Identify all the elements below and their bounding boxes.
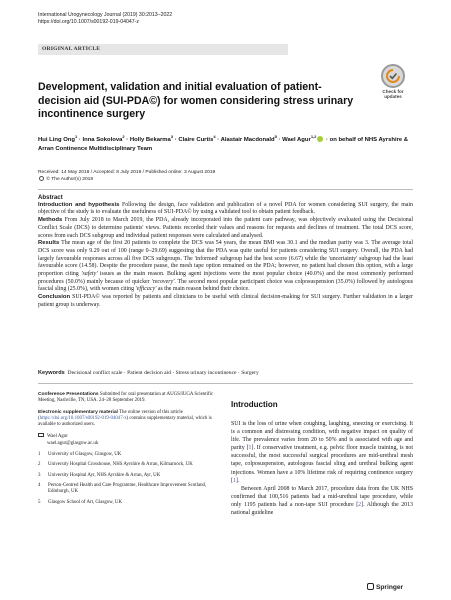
author-affiliation: 1 [74, 134, 78, 139]
orcid-icon[interactable] [317, 136, 323, 142]
emphasis: 'recovery' [151, 278, 175, 285]
emphasis: 'efficacy' [135, 286, 157, 293]
section-text: Following the design, face validation and publication of a novel PDA for women considering SUI surgery, the main objective of the study is to evaluate the usefulness of SUI-PDA© by using a validated tool to obtain patient feedback. [38, 201, 413, 216]
affiliation-item [38, 473, 218, 479]
abstract-methods [38, 217, 413, 240]
section-text: SUI-PDA© was reported by patients and clinicians to be useful with clinical decision-making for SUI surgery. Further validation in a larger patient group is underway. [38, 294, 413, 308]
paragraph-text: ]. Although the 2013 national guideline [231, 501, 413, 517]
corresponding-author [38, 433, 218, 447]
author-affiliation: 3 [170, 134, 174, 139]
article-type-label: ORIGINAL ARTICLE [38, 44, 288, 55]
keywords-label: Keywords [38, 370, 65, 376]
affiliation-number: 4 [38, 482, 41, 488]
footnotes-column [38, 392, 218, 510]
check-for-updates-badge[interactable] [376, 64, 410, 98]
affiliation-item [38, 462, 218, 468]
author-name[interactable]: Inna Sokolova [82, 136, 123, 143]
emphasis: 'safety' [81, 271, 98, 278]
paragraph [231, 420, 413, 485]
esm-link[interactable]: https://doi.org/10.1007/s00192-019-04047-z [39, 415, 127, 421]
author-name[interactable]: Holly Bekarma [129, 136, 171, 143]
journal-citation: International Urogynecology Journal (2019) 30:2013–2022 [38, 12, 173, 18]
check-for-updates-icon [381, 64, 405, 88]
citation-link[interactable]: 1 [248, 445, 252, 452]
keywords-text: Decisional conflict scale · Patient decision aid · Stress urinary incontinence · Surgery [67, 370, 259, 376]
publisher-logo [367, 583, 403, 591]
affiliation-text: University of Glasgow, Glasgow, UK [48, 452, 122, 458]
citation-link[interactable]: 1 [232, 477, 236, 484]
conference-note [38, 392, 218, 405]
section-label: Introduction and hypothesis [38, 201, 120, 208]
open-access-icon [39, 176, 44, 181]
publication-dates [38, 169, 215, 183]
copyright-line [38, 176, 215, 183]
abstract [38, 194, 413, 310]
corresponding-name: Wael Agur [47, 434, 68, 440]
section-text: issues as the main reason. Bulking agent injections were the most popular choice (40.0%) and the most commonly performed procedures (50.0%) mainly because of quicker [38, 271, 414, 285]
affiliation-text: University Hospital Crosshouse, NHS Ayrshire & Arran, Kilmarnock, UK [48, 462, 193, 468]
author-affiliation: 4 [213, 134, 216, 139]
section-text: . The second most popular participant choice was colposuspension (35.0%) followed by autologous fascial sling (25.0%), with women citing [38, 278, 413, 293]
affiliation-number: 5 [38, 499, 41, 505]
paragraph-text: ]. If conservative treatment, e.g. pelvic floor muscle training, is not successful, the most successful surgical procedures are mid-urethral mesh tape, colposuspension, autologous fascial sling and urethral bulking agent injections. Women have a 10% lifetime risk of requiring continence surgery [ [231, 445, 413, 484]
author-affiliation: 1,2 [310, 134, 317, 139]
esm-text: ) contains supplementary material, which is available to authorized users. [38, 415, 212, 428]
divider [38, 189, 413, 190]
dates-line: Received: 14 May 2019 / Accepted: 8 July 2019 / Published online: 3 August 2019 [38, 170, 216, 175]
introduction-body [231, 420, 413, 517]
springer-horse-icon [367, 583, 374, 590]
author-name[interactable]: Wael Agur [282, 136, 311, 143]
corresponding-email[interactable]: wael.agur@glasgow.ac.uk [47, 440, 99, 446]
abstract-conclusion [38, 294, 413, 309]
abstract-results [38, 240, 413, 294]
group-author: on behalf of NHS Ayrshire & Arran Continence Multidisciplinary Team [38, 136, 409, 153]
section-label: Methods [38, 217, 63, 224]
esm-label: Electronic supplementary material [38, 409, 118, 415]
paragraph-text: ]. [235, 477, 240, 484]
affiliation-item [38, 483, 218, 496]
esm-note [38, 410, 218, 429]
paragraph-text: Between April 2008 to March 2017, procedure data from the UK NHS confirmed that 100,516 patients had a mid-urethral tape procedure, while only 1195 patients had a non-tape SUI procedure [ [231, 485, 413, 508]
section-text: as the main reason behind their choice. [156, 286, 250, 293]
check-badge-line-1: Check for [382, 89, 404, 94]
section-label: Results [38, 240, 60, 247]
paragraph-text: SUI is the loss of urine when coughing, laughing, sneezing or exercising. It is a common and distressing condition, with negative impact on quality of life. The prevalence varies from 20 to 50% and is associated with age and parity [ [231, 421, 413, 452]
affiliation-text: Glasgow School of Art, Glasgow, UK [48, 499, 122, 505]
paragraph [231, 485, 413, 517]
conference-label: Conference Presentations [38, 392, 99, 397]
affiliation-text: University Hospital Ayr, NHS Ayrshire & Arran, Ayr, UK [48, 472, 161, 478]
author-name[interactable]: Claire Curtis [178, 136, 214, 143]
envelope-icon [38, 433, 44, 437]
abstract-introduction [38, 202, 413, 217]
affiliation-number: 2 [38, 462, 41, 468]
affiliation-item [38, 500, 218, 506]
esm-text: The online version of this article ( [38, 409, 183, 421]
author-affiliation: 5 [274, 134, 277, 139]
divider [38, 383, 413, 384]
section-label: Conclusion [38, 294, 71, 301]
check-badge-line-2: updates [384, 94, 402, 99]
conference-text: Submitted for oral presentation at AUGS/IUGA Scientific Meeting, Nashville, TN, USA. 24–28 September 2019. [38, 392, 214, 404]
affiliation-number: 1 [38, 452, 41, 458]
keywords [38, 370, 413, 377]
copyright-text: © The Author(s) 2019 [46, 177, 94, 182]
author-name[interactable]: Alastair Macdonald [220, 136, 275, 143]
journal-header [38, 12, 172, 26]
introduction-heading: Introduction [231, 400, 278, 409]
section-text: From July 2018 to March 2019, the PDA, already incorporated into the patient care pathway, was objectively evaluated using the Decisional Conflict Scale (DCS) to determine patients' views. Patients recorded their values and reasons for requests and declines of treatment. The total DCS score, scores from each DCS subgroup and individual patient responses were calculated and analysed. [38, 217, 413, 239]
publisher-name: Springer [376, 584, 404, 591]
author-affiliation: 2 [122, 134, 125, 139]
journal-doi[interactable]: https://doi.org/10.1007/s00192-019-04047-z [38, 19, 139, 25]
abstract-heading: Abstract [38, 194, 63, 201]
author-list: Hui Ling Ong$^1$ · Inna Sokolova$^2$ · Holly Bekarma$^3$ · Claire Curtis$^4$ · Alastair Macdonald$^5$ · Wael Agur$^{1,2}$ · on behalf of NHS Ayrshire & Arran Continence Multidisciplinary Team [38, 134, 409, 153]
article-title: Development, validation and initial evaluation of patient-decision aid (SUI-PDA©) for women considering stress urinary incontinence surgery [38, 81, 354, 121]
section-text: The mean age of the first 20 patients to complete the DCS was 54 years, the mean BMI was 30.1 and the median parity was 3. The average total DCS score was only 9.29 out of 100 (range 0–29.69) suggesting that the PDA was quite useful for patients considering SUI surgery. Overall, the PDA had largely favourable responses across all five DCS subgroups. The 'informed' subgroup had the best score (6.67) while the 'uncertainty' subgroup had the least favourable score (14.58). Despite the procedure pause, the mesh tape option remained on the PDA; however, no patient had chosen this option, with a large proportion citing [38, 240, 413, 278]
affiliation-number: 3 [38, 472, 41, 478]
affiliation-item [38, 452, 218, 458]
affiliation-text: Person-Centred Health and Care Programme, Healthcare Improvement Scotland, Edinburgh, UK [48, 482, 207, 495]
citation-link[interactable]: 2 [358, 501, 362, 508]
author-name[interactable]: Hui Ling Ong [38, 136, 75, 143]
